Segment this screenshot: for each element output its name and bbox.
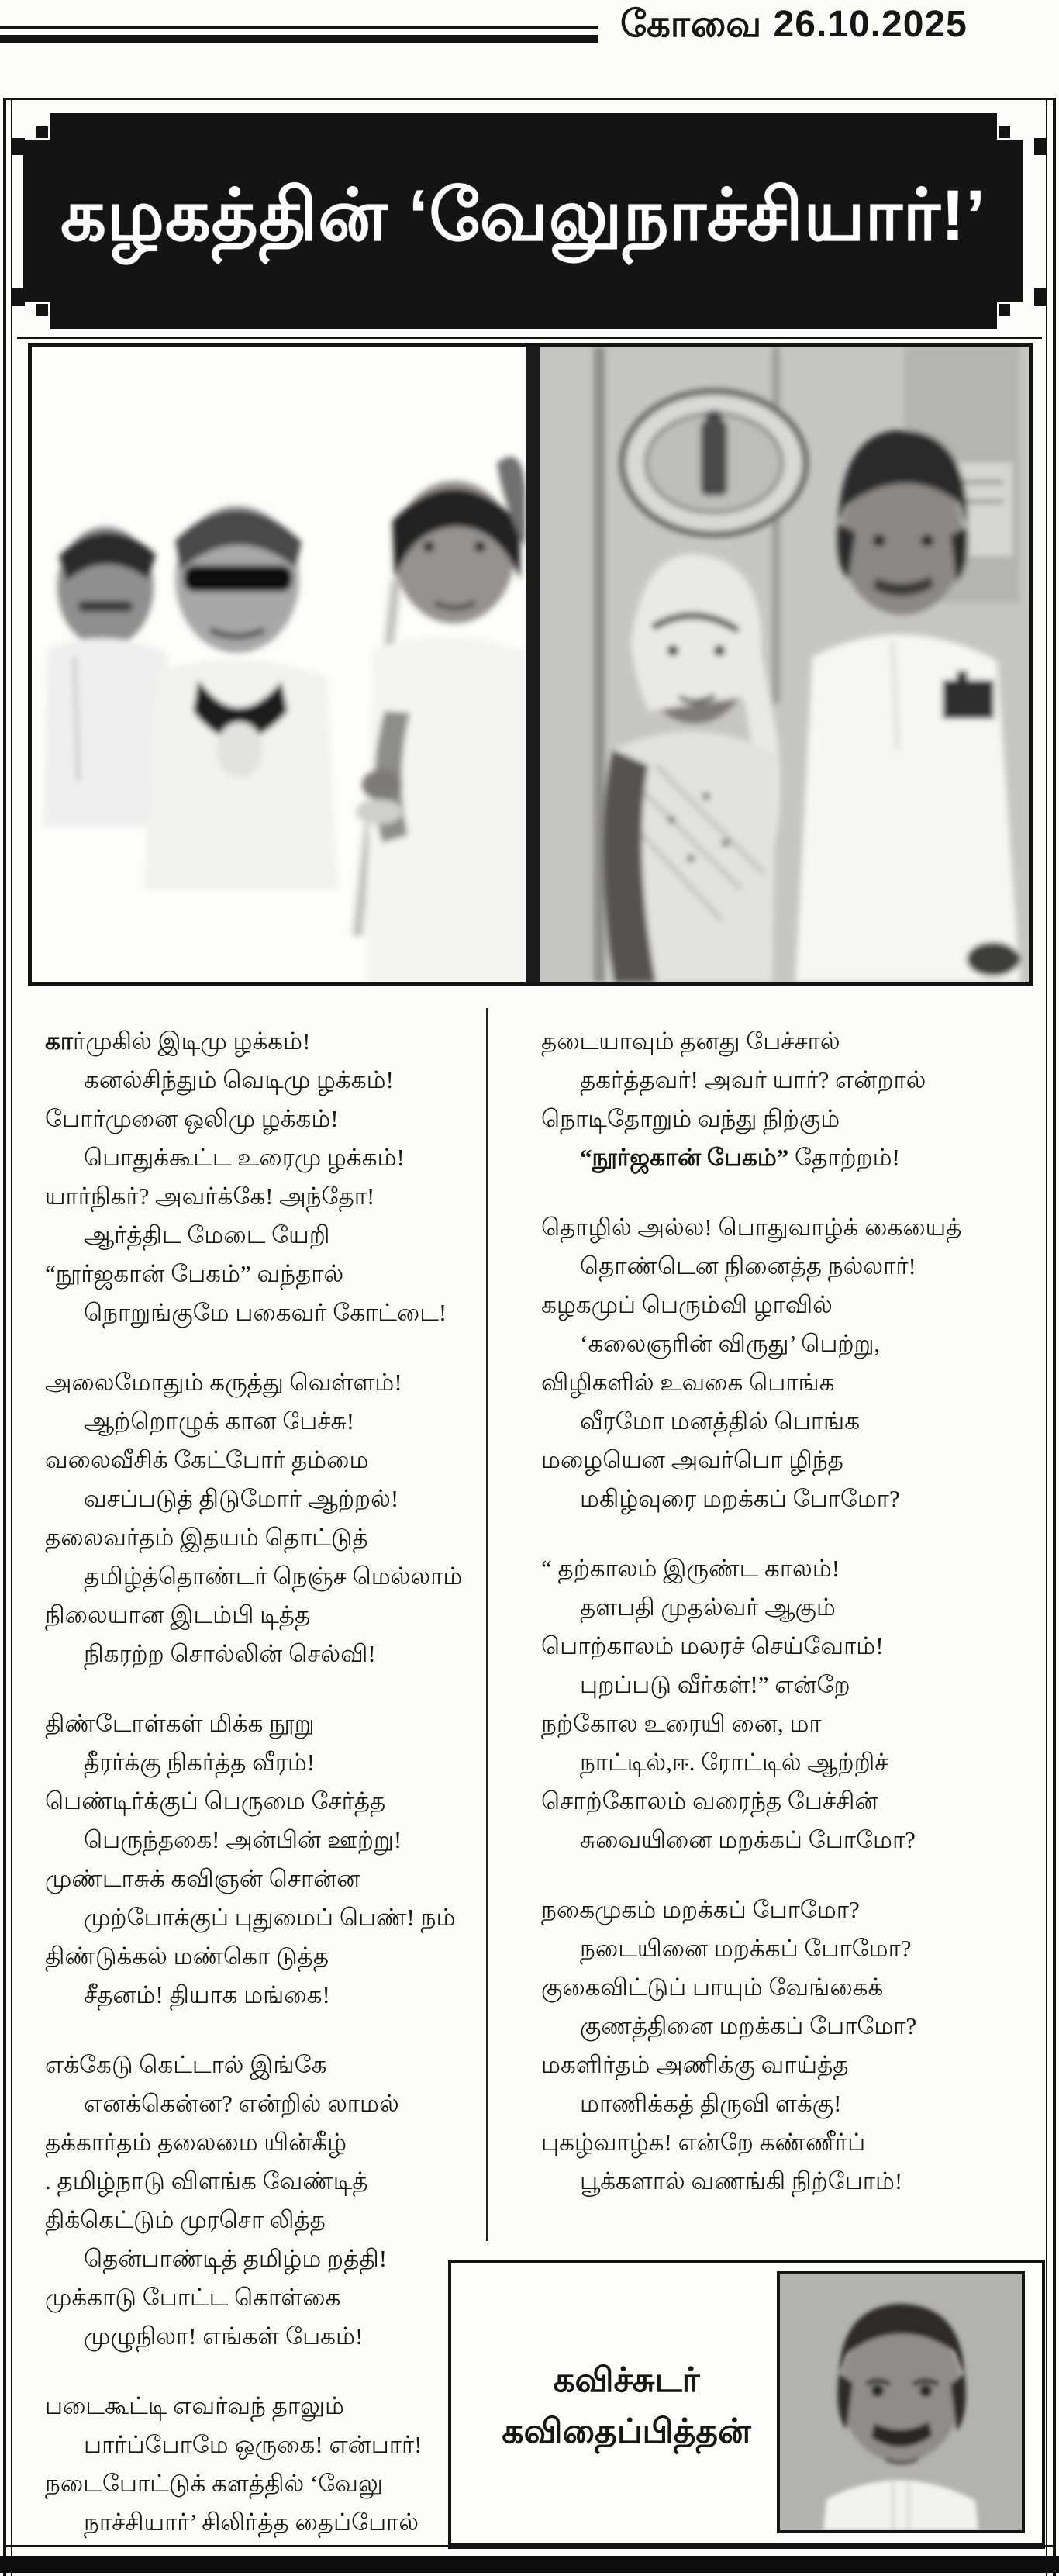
poem-line: திண்டோள்கள் மிக்க நூறு: [45, 1710, 315, 1737]
poem-line: நாட்டில்,ஈ. ரோட்டில் ஆற்றிச்: [580, 1749, 888, 1776]
headline-banner: [23, 113, 1023, 329]
poem-stanza: [45, 2046, 484, 2356]
poem-line: முற்போக்குப் புதுமைப் பெண்! நம்: [84, 1904, 456, 1931]
poem-stanza: [541, 1891, 1043, 2201]
poem-line: தக்கார்தம் தலைமை யின்கீழ்: [45, 2129, 347, 2156]
poem-line: கார்முகில் இடிமு ழக்கம்!: [45, 1027, 311, 1055]
banner-corner-ornament: [23, 302, 50, 329]
page-frame-right: [1053, 98, 1056, 2576]
poem-line: திக்கெட்டும் முரசொ லித்த: [45, 2206, 326, 2233]
poem-line: தென்பாண்டித் தமிழ்ம றத்தி!: [84, 2245, 388, 2272]
poem-line: போர்முனை ஒலிமு ழக்கம்!: [45, 1105, 339, 1132]
poem-line: தமிழ்த்தொண்டர் நெஞ்ச மெல்லாம்: [84, 1563, 463, 1590]
poem-line: தொழில் அல்ல! பொதுவாழ்க் கையைத்: [541, 1214, 962, 1241]
poem-line: நிலையான இடம்பி டித்த: [45, 1601, 311, 1628]
poem-line: வீரமோ மனத்தில் பொங்க: [580, 1407, 861, 1435]
poem-line: . தமிழ்நாடு விளங்க வேண்டித்: [45, 2167, 368, 2194]
poem-line: படைகூட்டி எவர்வந் தாலும்: [45, 2392, 344, 2419]
poem-line: “நூர்ஜகான் பேகம்” தோற்றம்!: [580, 1144, 900, 1171]
poem-line: முக்காடு போட்ட கொள்கை: [45, 2284, 341, 2311]
poem-line: மகிழ்வுரை மறக்கப் போமோ?: [580, 1485, 900, 1512]
poem-line: குணத்தினை மறக்கப் போமோ?: [580, 2012, 917, 2039]
poem-line: ‘கலைஞரின் விருது’ பெற்று,: [580, 1330, 881, 1357]
poem-line: தீரர்க்கு நிகர்த்த வீரம்!: [84, 1749, 316, 1776]
poem-stanza: [541, 1549, 1043, 1859]
banner-corner-ornament: [997, 113, 1023, 140]
poem-line: மாணிக்கத் திருவி ளக்கு!: [580, 2090, 842, 2117]
poem-line: அலைமோதும் கருத்து வெள்ளம்!: [45, 1369, 402, 1396]
poem-line: தடையாவும் தனது பேச்சால்: [541, 1027, 840, 1055]
poem-line: கனல்சிந்தும் வெடிமு ழக்கம்!: [84, 1066, 394, 1093]
banner-corner-nub: [1034, 138, 1047, 155]
poem-line: நடையினை மறக்கப் போமோ?: [580, 1935, 912, 1962]
photo-strip: [28, 343, 1033, 986]
poem-line: கழகமுப் பெரும்வி ழாவில்: [541, 1291, 833, 1318]
poem-stanza: [45, 2387, 484, 2542]
poem-line: நொறுங்குமே பகைவர் கோட்டை!: [84, 1299, 447, 1326]
poem-line: முழுநிலா! எங்கள் பேகம்!: [84, 2322, 364, 2350]
poem-line: “ தற்காலம் இருண்ட காலம்!: [541, 1555, 840, 1582]
poem-line: நகைமுகம் மறக்கப் போமோ?: [541, 1896, 860, 1923]
poem-line: சொற்கோலம் வரைந்த பேச்சின்: [541, 1787, 878, 1815]
poem-line: பெண்டிர்க்குப் பெருமை சேர்த்த: [45, 1787, 386, 1815]
poem-line: சுவையினை மறக்கப் போமோ?: [580, 1826, 916, 1853]
header-rule-thick: [0, 35, 598, 43]
headline-title: கழகத்தின் ‘வேலுநாச்சியார்!’: [60, 176, 986, 255]
poem-line: எக்கேடு கெட்டால் இங்கே: [45, 2051, 327, 2078]
poem-line: தலைவர்தம் இதயம் தொட்டுத்: [45, 1524, 368, 1551]
poem-stanza: [45, 1022, 484, 1332]
poem-column-left: [45, 1022, 484, 2573]
poem-stanza: [45, 1363, 484, 1673]
mother-leader-photo: [540, 347, 1029, 982]
banner-corner-nub: [12, 138, 25, 155]
poem-line: யார்நிகர்? அவர்க்கே! அந்தோ!: [45, 1183, 375, 1210]
poem-line: ஆர்த்திட மேடை யேறி: [84, 1221, 330, 1248]
header-rule-thin: [0, 26, 598, 29]
poem-line: பெருந்தகை! அன்பின் ஊற்று!: [84, 1826, 402, 1853]
rally-group-photo: [32, 347, 526, 982]
poem-stanza: [45, 1704, 484, 2015]
page-frame-left-inner: [11, 98, 12, 2576]
poem-line: புகழ்வாழ்க! என்றே கண்ணீர்ப்: [541, 2129, 866, 2156]
poem-line: பொதுக்கூட்ட உரைமு ழக்கம்!: [84, 1144, 405, 1171]
author-name-block: [479, 2355, 774, 2457]
poem-line: ஆற்றொழுக் கான பேச்சு!: [84, 1407, 355, 1435]
poem-line: தகர்த்தவர்! அவர் யார்? என்றால்: [580, 1066, 926, 1093]
poem-stanza: [541, 1208, 1043, 1518]
banner-corner-nub: [12, 288, 25, 306]
poem-line: பூக்களால் வணங்கி நிற்போம்!: [580, 2167, 903, 2194]
poem-line: நொடிதோறும் வந்து நிற்கும்: [541, 1105, 840, 1132]
author-name: கவிதைப்பித்தன்: [502, 2412, 751, 2450]
poem-line: விழிகளில் உவகை பொங்க: [541, 1369, 835, 1396]
page-frame-left: [3, 98, 6, 2576]
poem-line: நாச்சியார்’ சிலிர்த்த தைப்போல்: [84, 2509, 419, 2536]
banner-corner-ornament: [23, 113, 50, 140]
photo-divider: [526, 347, 540, 982]
poem-stanza: [541, 1022, 1043, 1177]
banner-corner-nub: [1034, 288, 1047, 306]
poem-line: “நூர்ஜகான் பேகம்” வந்தால்: [45, 1260, 344, 1287]
page-frame-top: [3, 98, 1056, 100]
poem-line: முண்டாசுக் கவிஞன் சொன்ன: [45, 1865, 360, 1892]
banner-corner-ornament: [997, 302, 1023, 329]
poem-line: தொண்டென நினைத்த நல்லார்!: [580, 1252, 916, 1279]
poem-line: மகளிர்தம் அணிக்கு வாய்த்த: [541, 2051, 849, 2078]
poem-line-bold-lead: கா: [45, 1027, 74, 1055]
poem-line: திண்டுக்கல் மண்கொ டுத்த: [45, 1942, 329, 1970]
poem-line: நடைபோட்டுக் களத்தில் ‘வேலு: [45, 2470, 383, 2497]
column-divider: [486, 1008, 488, 2241]
poem-line: புறப்படு வீர்கள்!” என்றே: [580, 1671, 850, 1698]
poem-line: வலைவீசிக் கேட்போர் தம்மை: [45, 1446, 369, 1473]
page-frame-right-inner: [1046, 98, 1047, 2576]
poem-line: நிகரற்ற சொல்லின் செல்வி!: [84, 1640, 376, 1667]
poem-line-bold-lead: “நூர்ஜகான் பேகம்”: [580, 1144, 789, 1171]
poem-line: பொற்காலம் மலரச் செய்வோம்!: [541, 1632, 884, 1659]
edition-date: கோவை 26.10.2025: [620, 4, 968, 45]
poem-column-right: [541, 1022, 1043, 2232]
poem-line: எனக்கென்ன? என்றில் லாமல்: [84, 2090, 399, 2117]
poem-line: தளபதி முதல்வர் ஆகும்: [580, 1594, 836, 1621]
poem-line: மழையென அவர்பொ ழிந்த: [541, 1446, 843, 1473]
author-title: கவிச்சுடர்: [553, 2361, 700, 2399]
author-box: [448, 2260, 1045, 2549]
poem-line: குகைவிட்டுப் பாயும் வேங்கைக்: [541, 1973, 884, 2001]
poem-line: வசப்படுத் திடுமோர் ஆற்றல்!: [84, 1485, 399, 1512]
poem-line: சீதனம்! தியாக மங்கை!: [84, 1981, 330, 2008]
poem-line: நற்கோல உரையி னை, மா: [541, 1710, 822, 1737]
author-portrait: [777, 2271, 1025, 2533]
poem-line: பார்ப்போமே ஒருகை! என்பார்!: [84, 2431, 423, 2458]
banner-underline: [17, 337, 1042, 339]
